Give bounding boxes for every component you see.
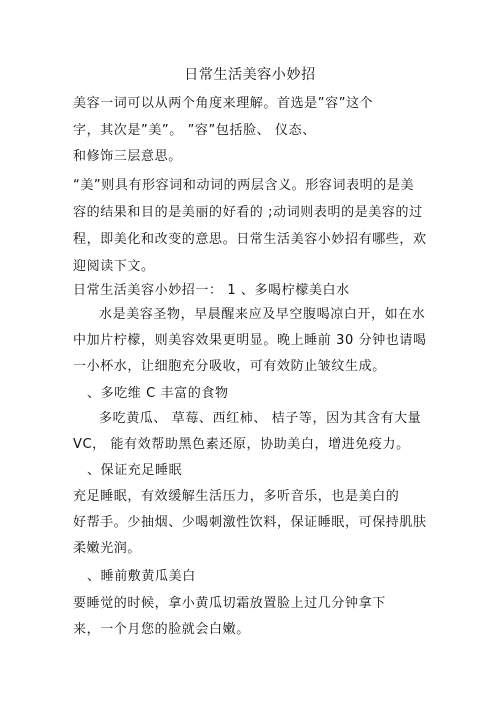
text-line-14: VC， 能有效帮助黑色素还原，协助美白，增进免疫力。 bbox=[73, 437, 410, 452]
text-line-18: 柔嫩光润。 bbox=[73, 541, 142, 556]
text-line-9: 水是美容圣物，早晨醒来应及早空腹喝凉白开，如在水 bbox=[99, 307, 426, 322]
text-line-17: 好帮手。少抽烟、少喝刺激性饮料，保证睡眠，可保持肌肤 bbox=[73, 515, 427, 530]
text-line-1: 美容一词可以从两个角度来理解。首选是”容”这个 bbox=[73, 96, 374, 111]
text-line-13: 多吃黄瓜、 草莓、西红柿、 桔子等，因为其含有大量 bbox=[99, 411, 422, 426]
text-line-4: “美”则具有形容词和动词的两层含义。形容词表明的是美 bbox=[73, 178, 415, 193]
document-title: 日常生活美容小妙招 bbox=[184, 67, 316, 83]
text-line-16: 充足睡眠，有效缓解生活压力，多听音乐，也是美白的 bbox=[73, 489, 400, 504]
text-line-19: 、睡前敷黄瓜美白 bbox=[87, 569, 196, 584]
text-line-20: 要睡觉的时候，拿小黄瓜切霜放置脸上过几分钟拿下 bbox=[73, 596, 386, 611]
text-line-11: 一小杯水，让细胞充分吸收，可有效防止皱纹生成。 bbox=[73, 359, 386, 374]
text-line-7: 迎阅读下文。 bbox=[73, 259, 155, 274]
text-line-8: 日常生活美容小妙招一： 1 、多喝柠檬美白水 bbox=[73, 283, 350, 298]
text-line-21: 来，一个月您的脸就会白嫩。 bbox=[73, 622, 250, 637]
text-line-6: 程，即美化和改变的意思。日常生活美容小妙招有哪些，欢 bbox=[73, 232, 427, 247]
text-line-2: 字，其次是”美”。 ”容”包括脸、 仪态、 bbox=[73, 123, 316, 138]
text-line-10: 中加片柠檬，则美容效果更明显。晚上睡前 30 分钟也请喝 bbox=[73, 333, 427, 348]
text-line-15: 、保证充足睡眠 bbox=[87, 463, 183, 478]
text-line-5: 容的结果和目的是美丽的好看的 ;动词则表明的是美容的过 bbox=[73, 205, 423, 220]
text-line-12: 、多吃维 C 丰富的食物 bbox=[87, 386, 229, 401]
text-line-3: 和修饰三层意思。 bbox=[73, 149, 182, 164]
